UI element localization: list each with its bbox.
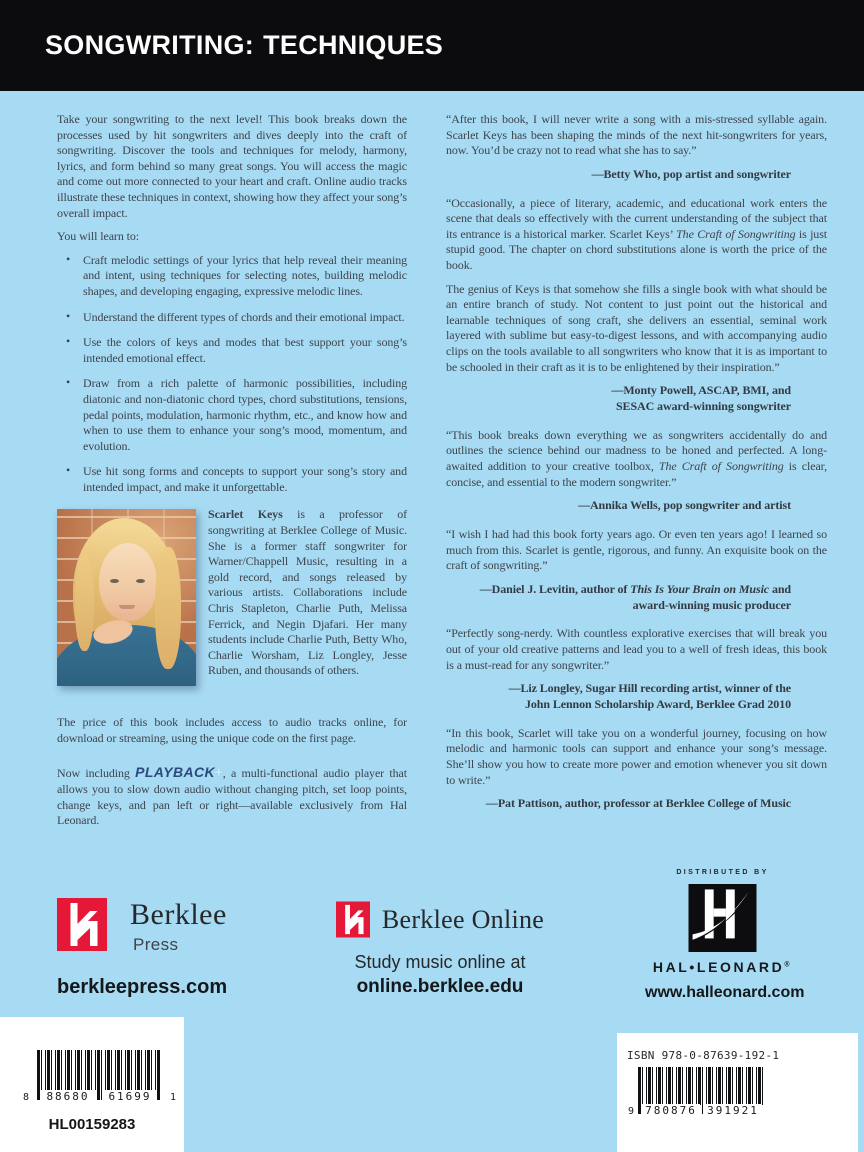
quote-attribution: award-winning music producer bbox=[632, 597, 791, 612]
quote-block bbox=[446, 626, 827, 712]
berklee-online-block bbox=[332, 901, 548, 998]
quote-text: The genius of Keys is that somehow she fills a single book with what should be an entire branch of study. Not content to just point out the historical and learnable techniques of song craft, she delivers an essential, seminal work layered with sublime but easy-to-digest lessons, and with accompanying audio clips on the tools available to all songwriters who know that it is as important to be schooled in their craft as it is to be enlightened by their inspiration.” bbox=[446, 281, 827, 374]
left-column bbox=[57, 112, 407, 837]
page-title-bold: TECHNIQUES bbox=[263, 30, 444, 60]
upc-right-digit: 1 bbox=[169, 1092, 176, 1103]
isbn-label: ISBN 978-0-87639-192-1 bbox=[627, 1049, 780, 1062]
berklee-online-wordmark: Berklee Online bbox=[381, 904, 545, 934]
upc-digit-group: 61699 bbox=[105, 1090, 154, 1103]
quote-text: “Occasionally, a piece of literary, academic, and educational work enters the scene that deals so effectively with the current understanding of the subject that its entrance is a historical marker. Scarlet Keys’ The Craft of Songwriting is just stupid good. The chapter on chord substitutions alone is worth the price of the book. bbox=[446, 195, 828, 272]
quote-attribution: SESAC award-winning songwriter bbox=[615, 398, 791, 413]
learn-item: • Draw from a rich palette of harmonic possibilities, including diatonic and non-diatonic chord types, chord substitutions, tensions, pedal points, modulation, harmonic rhythm, etc., and know how and when to use them to enhance your song’s mood, momentum, and evolution. bbox=[57, 376, 407, 454]
page-title-regular: SONGWRITING: bbox=[45, 30, 255, 60]
isbn-barcode bbox=[627, 1049, 780, 1117]
learn-item: • Understand the different types of chords and their emotional impact. bbox=[57, 310, 407, 326]
berklee-press-wordmark: Berklee bbox=[130, 898, 227, 931]
author-bio-text: Scarlet Keys is a professor of songwriting at Berklee College of Music. She is a former staff songwriter for Warner/Chappell Music, resulting in a gold record, and songs released by various artists. Collaborations include Chris Stapleton, Charlie Puth, Melissa Ferrick, and Negin Djafari. Her many students include Charlie Puth, Betty Who, Charlie Worsham, Liz Longley, Jesse Ruben, and thousands of others. bbox=[208, 507, 407, 678]
berklee-press-logo-icon bbox=[57, 898, 107, 951]
berklee-press-sub: Press bbox=[133, 935, 179, 954]
learn-list bbox=[57, 253, 407, 496]
learn-item: • Craft melodic settings of your lyrics that help reveal their meaning and intent, using techniques for selecting notes, building melodic shapes, and developing engaging, expressive melodic lines. bbox=[57, 253, 407, 300]
quote-text: “I wish I had had this book forty years ago. Or even ten years ago! I learned so much from this. Scarlet is gentle, rigorous, and funny. An exquisite book on the craft of songwriting.” bbox=[446, 527, 827, 573]
berklee-press-url: berkleepress.com bbox=[57, 976, 228, 998]
quote-block bbox=[446, 196, 827, 415]
berklee-online-tagline: Study music online at bbox=[354, 952, 526, 972]
playback-paragraph: Now including PLAYBACK+, a multi-functional audio player that allows you to slow down audio without changing pitch, set loop points, change keys, and pan left or right—available exclusively from Hal Leonard. bbox=[57, 763, 407, 828]
quote-attribution: —Pat Pattison, author, professor at Berklee College of Music bbox=[485, 796, 791, 811]
photo-hair-strand bbox=[155, 547, 181, 669]
hal-leonard-wordmark: HAL•LEONARD® bbox=[652, 959, 793, 975]
quote-block bbox=[446, 527, 827, 613]
isbn-digit-group: 780876 bbox=[642, 1104, 700, 1117]
isbn-left-digit: 9 bbox=[628, 1106, 635, 1117]
hal-leonard-url: www.halleonard.com bbox=[645, 984, 805, 1001]
quote-text: “Perfectly song-nerdy. With countless explorative exercises that will break you out of your old creative patterns and lead you to a well of fresh ideas, this book is a must-read for any songwriter.” bbox=[446, 626, 827, 672]
audio-access-paragraph: The price of this book includes access to audio tracks online, for download or streaming, using the unique code on the first page. bbox=[57, 715, 407, 746]
quote-block bbox=[446, 726, 827, 812]
author-bio bbox=[57, 507, 407, 697]
hal-leonard-block bbox=[645, 869, 805, 1002]
upc-barcode bbox=[23, 1050, 176, 1103]
quote-attribution: —Monty Powell, ASCAP, BMI, and bbox=[611, 383, 791, 398]
quote-text: “After this book, I will never write a song with a mis-stressed syllable again. Scarlet Keys has been shaping the minds of the next hit-songwriters for years, now. You’d be crazy not to read what she has to say.” bbox=[446, 112, 827, 158]
hal-leonard-logo-icon bbox=[687, 884, 758, 952]
quote-text: “This book breaks down everything we as songwriters accidentally do and outlines the science behind our madness to be honed and perfected. A long-awaited addition to your creative toolbox, The Craft of Songwriting is clear, concise, and essential to the modern songwriter.” bbox=[446, 427, 827, 489]
learn-item: • Use the colors of keys and modes that best support your song’s intended emotional effect. bbox=[57, 335, 407, 366]
hl-product-code: HL00159283 bbox=[48, 1116, 136, 1133]
upc-left-digit: 8 bbox=[23, 1092, 30, 1103]
quote-block bbox=[446, 428, 827, 514]
berklee-online-url: online.berklee.edu bbox=[356, 976, 524, 997]
berklee-online-logo-icon bbox=[336, 901, 370, 938]
isbn-digit-group: 391921 bbox=[704, 1104, 762, 1117]
photo-face bbox=[99, 543, 157, 621]
quote-text: “In this book, Scarlet will take you on a wonderful journey, focusing on how melodic and harmonic tools can support and enhance your song’s message. She’ll show you how to create more power and emotion whenever you sit down to write.” bbox=[446, 725, 827, 787]
upc-digit-group: 88680 bbox=[43, 1090, 92, 1103]
photo-hair-strand bbox=[75, 555, 94, 651]
isbn-barcode-box bbox=[617, 1033, 858, 1152]
intro-paragraph: Take your songwriting to the next level! This book breaks down the processes used by hit songwriters and dives deeply into the craft of songwriting. Discover the tools and techniques for melody, harmony, lyrics, and form behind so many great songs. You will access the magic and come out more connected to your heart and craft. Online audio tracks illustrate these techniques in context, showing how they affect your song’s overall impact. bbox=[57, 112, 407, 220]
upc-barcode-box bbox=[0, 1017, 184, 1152]
quote-attribution: —Liz Longley, Sugar Hill recording artist, winner of the bbox=[508, 681, 791, 696]
learn-item: • Use hit song forms and concepts to support your song’s story and intended impact, and make it unforgettable. bbox=[57, 464, 407, 495]
author-photo bbox=[57, 509, 196, 686]
quote-attribution: —Daniel J. Levitin, author of This Is Your Brain on Music and bbox=[479, 581, 791, 596]
quote-attribution: John Lennon Scholarship Award, Berklee Grad 2010 bbox=[524, 697, 791, 712]
header-bar bbox=[0, 0, 864, 91]
quote-attribution: —Betty Who, pop artist and songwriter bbox=[591, 166, 791, 181]
learn-heading: You will learn to: bbox=[57, 229, 139, 244]
distributed-by-label: DISTRIBUTED BY bbox=[676, 869, 769, 876]
quote-block bbox=[446, 112, 827, 183]
quotes-column bbox=[446, 112, 827, 825]
quote-attribution: —Annika Wells, pop songwriter and artist bbox=[578, 498, 791, 513]
